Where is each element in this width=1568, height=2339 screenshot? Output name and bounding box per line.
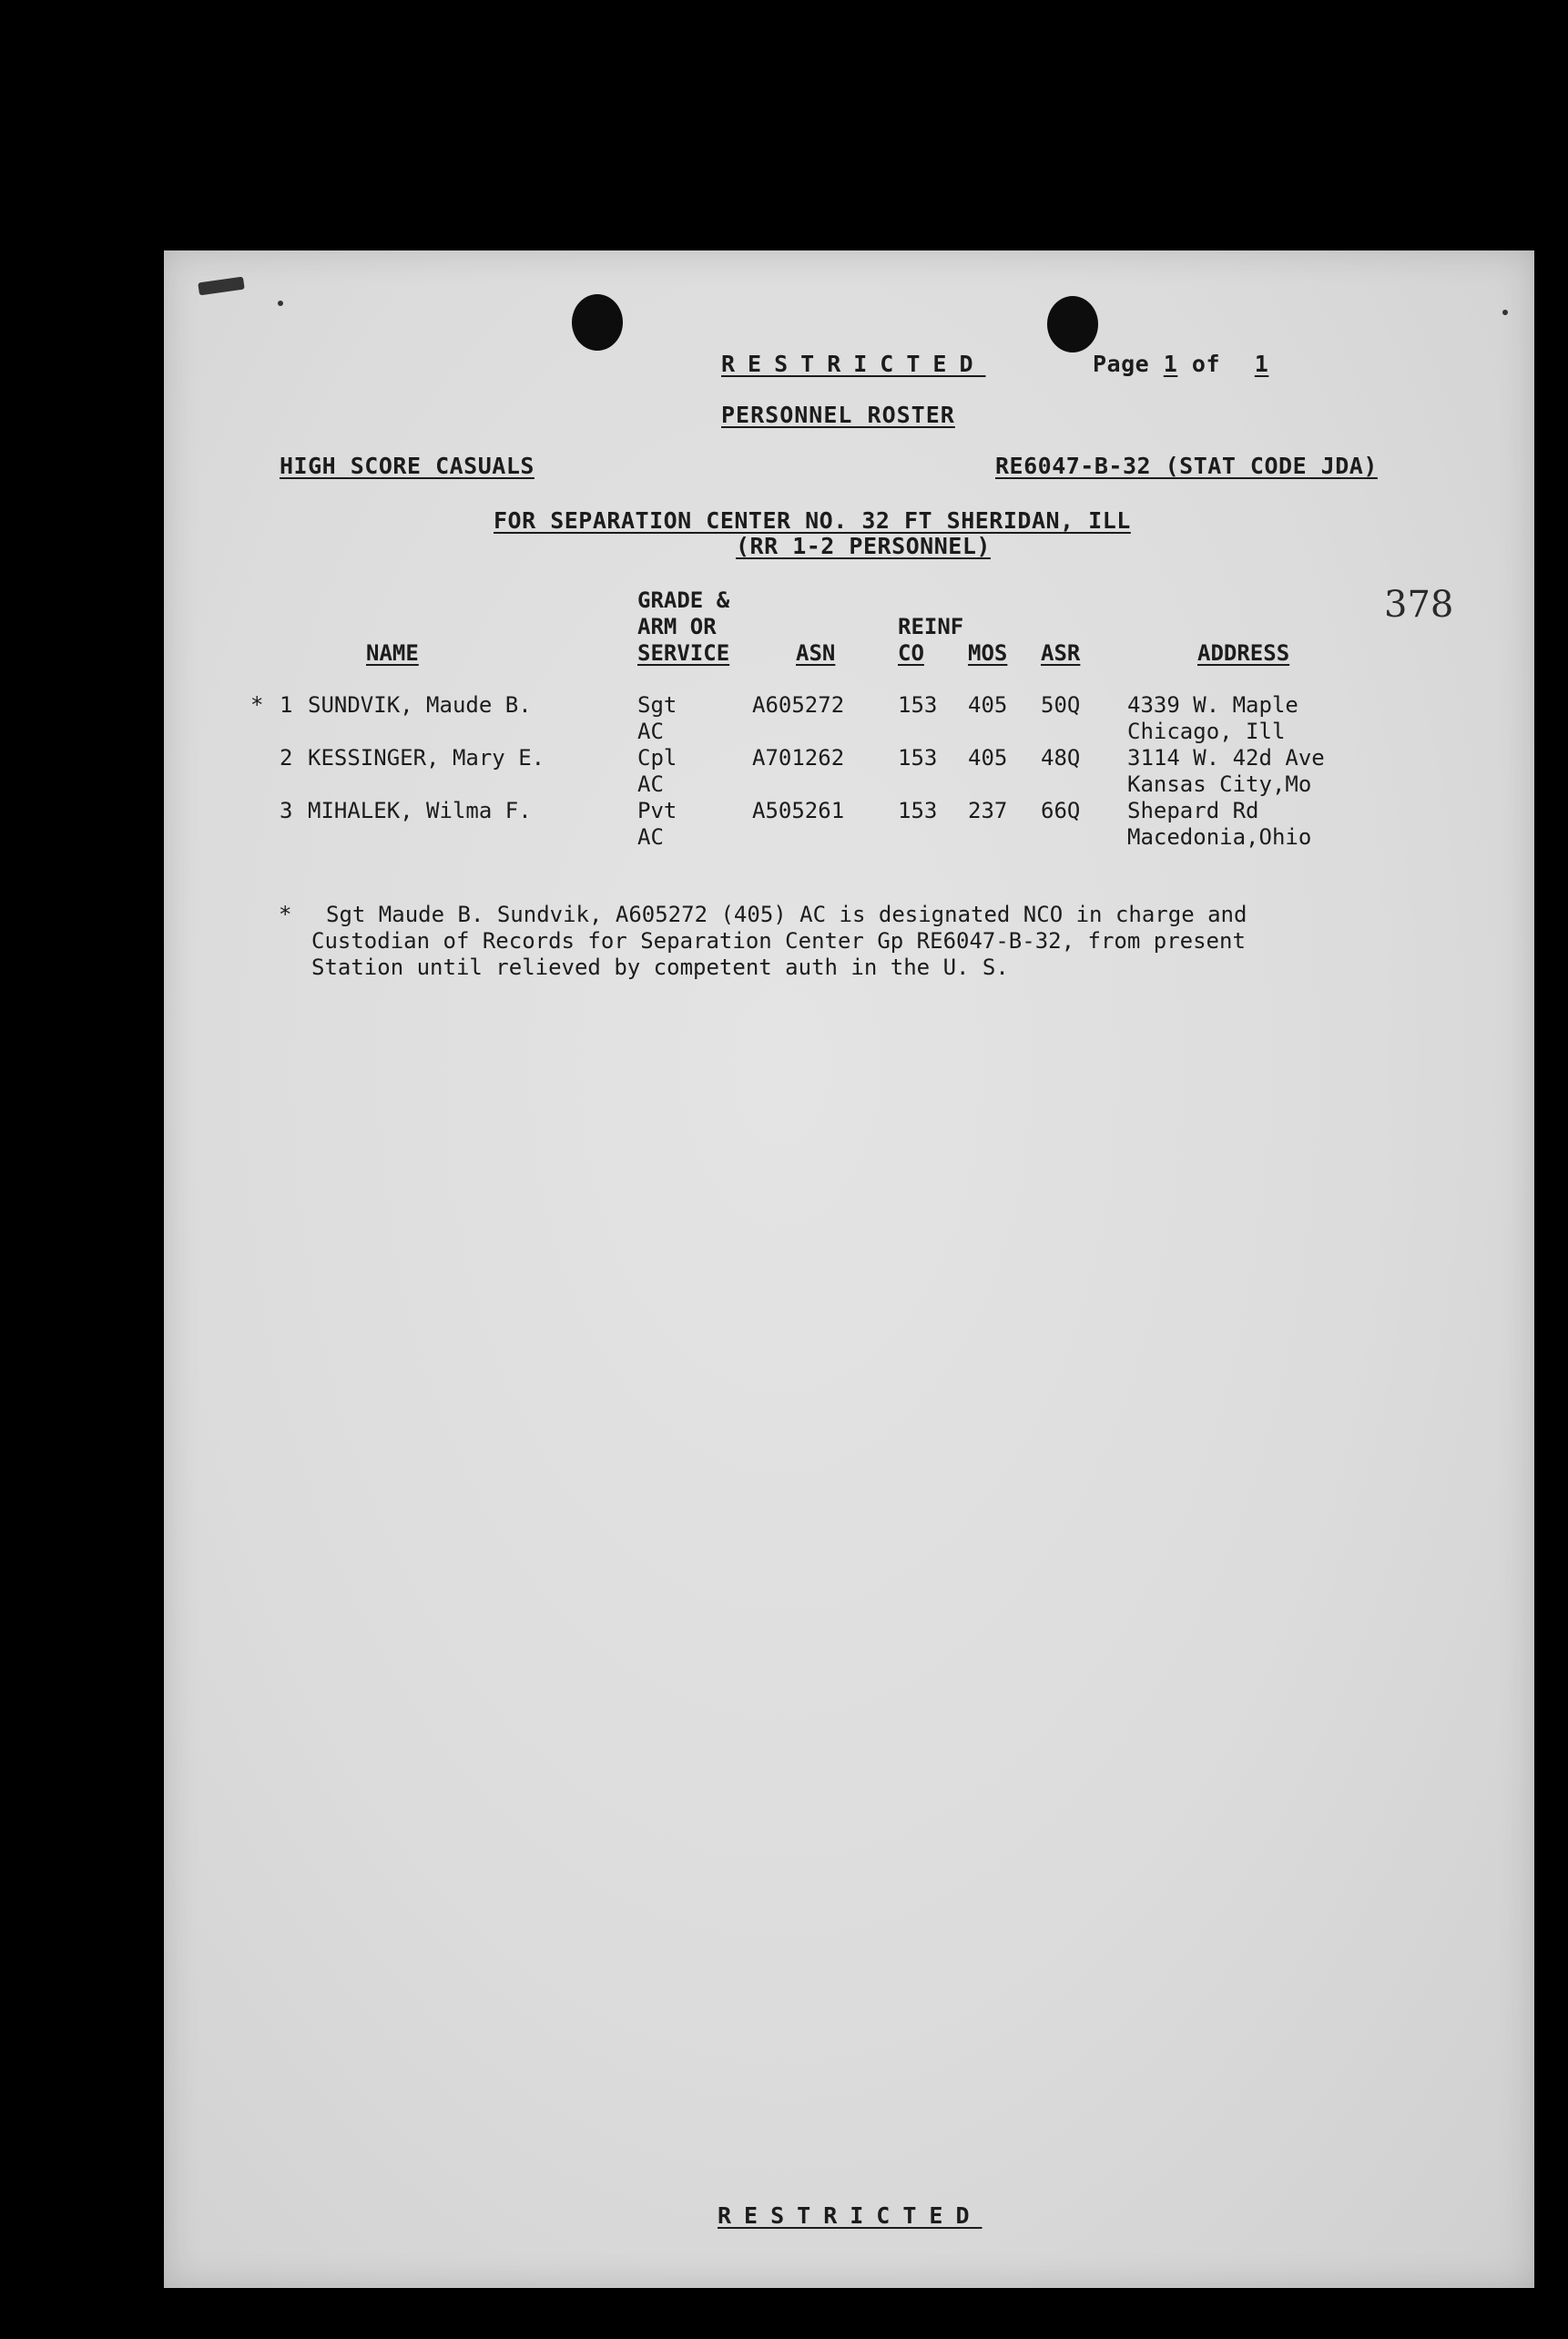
destination-line: FOR SEPARATION CENTER NO. 32 FT SHERIDAN, ILL <box>494 507 1131 534</box>
unit-code-heading: RE6047-B-32 (STAT CODE JDA) <box>995 453 1378 479</box>
row-name: SUNDVIK, Maude B. <box>308 692 532 718</box>
col-address: ADDRESS <box>1197 640 1290 666</box>
document-title: PERSONNEL ROSTER <box>721 402 955 428</box>
page-of: of <box>1191 351 1221 377</box>
row-co: 153 <box>898 692 938 718</box>
page-current: 1 <box>1163 351 1178 377</box>
footnote-marker: * <box>279 902 292 927</box>
row-name: KESSINGER, Mary E. <box>308 745 545 771</box>
row-number: 1 <box>280 692 293 718</box>
row-asn: A505261 <box>752 798 845 823</box>
row-address-line1: 4339 W. Maple <box>1127 692 1298 718</box>
classification-top: RESTRICTED <box>721 351 986 377</box>
row-grade: Sgt <box>637 692 677 718</box>
footnote-line3: Station until relieved by competent auth in the U. S. <box>311 955 1009 980</box>
row-mos: 405 <box>968 692 1008 718</box>
corner-mark <box>198 277 244 296</box>
left-heading: HIGH SCORE CASUALS <box>280 453 535 479</box>
row-grade: Pvt <box>637 798 677 823</box>
row-number: 3 <box>280 798 293 823</box>
row-co: 153 <box>898 745 938 771</box>
row-address-line2: Chicago, Ill <box>1127 719 1286 744</box>
stamped-page-number: 378 <box>1384 584 1454 626</box>
row-co: 153 <box>898 798 938 823</box>
row-asr: 50Q <box>1041 692 1081 718</box>
row-mos: 405 <box>968 745 1008 771</box>
col-mos: MOS <box>968 640 1008 666</box>
page-label: Page <box>1093 351 1150 377</box>
row-grade: Cpl <box>637 745 677 771</box>
footnote-line1: Sgt Maude B. Sundvik, A605272 (405) AC is designated NCO in charge and <box>326 902 1247 927</box>
punch-hole-right <box>1047 296 1098 352</box>
row-marker: * <box>250 692 264 718</box>
col-co: CO <box>898 640 924 666</box>
row-address-line1: 3114 W. 42d Ave <box>1127 745 1325 771</box>
row-arm: AC <box>637 824 664 850</box>
page-indicator <box>1093 351 1289 377</box>
speck <box>278 301 283 306</box>
row-asn: A605272 <box>752 692 845 718</box>
row-asr: 66Q <box>1041 798 1081 823</box>
document-page <box>164 250 1534 2288</box>
col-reinf: REINF <box>898 614 964 639</box>
classification-bottom: RESTRICTED <box>718 2202 983 2229</box>
col-grade-line2: ARM OR <box>637 614 717 639</box>
page-total: 1 <box>1254 351 1269 377</box>
col-grade-line3: SERVICE <box>637 640 730 666</box>
row-arm: AC <box>637 771 664 797</box>
personnel-type: (RR 1-2 PERSONNEL) <box>736 533 991 559</box>
row-arm: AC <box>637 719 664 744</box>
col-name: NAME <box>366 640 419 666</box>
row-address-line1: Shepard Rd <box>1127 798 1259 823</box>
col-asr: ASR <box>1041 640 1081 666</box>
punch-hole-left <box>572 294 623 351</box>
row-mos: 237 <box>968 798 1008 823</box>
row-address-line2: Kansas City,Mo <box>1127 771 1312 797</box>
row-asn: A701262 <box>752 745 845 771</box>
row-name: MIHALEK, Wilma F. <box>308 798 532 823</box>
row-number: 2 <box>280 745 293 771</box>
row-asr: 48Q <box>1041 745 1081 771</box>
col-asn: ASN <box>796 640 836 666</box>
footnote-line2: Custodian of Records for Separation Center Gp RE6047-B-32, from present <box>311 928 1246 954</box>
speck <box>1502 310 1508 315</box>
col-grade-line1: GRADE & <box>637 587 730 613</box>
row-address-line2: Macedonia,Ohio <box>1127 824 1312 850</box>
